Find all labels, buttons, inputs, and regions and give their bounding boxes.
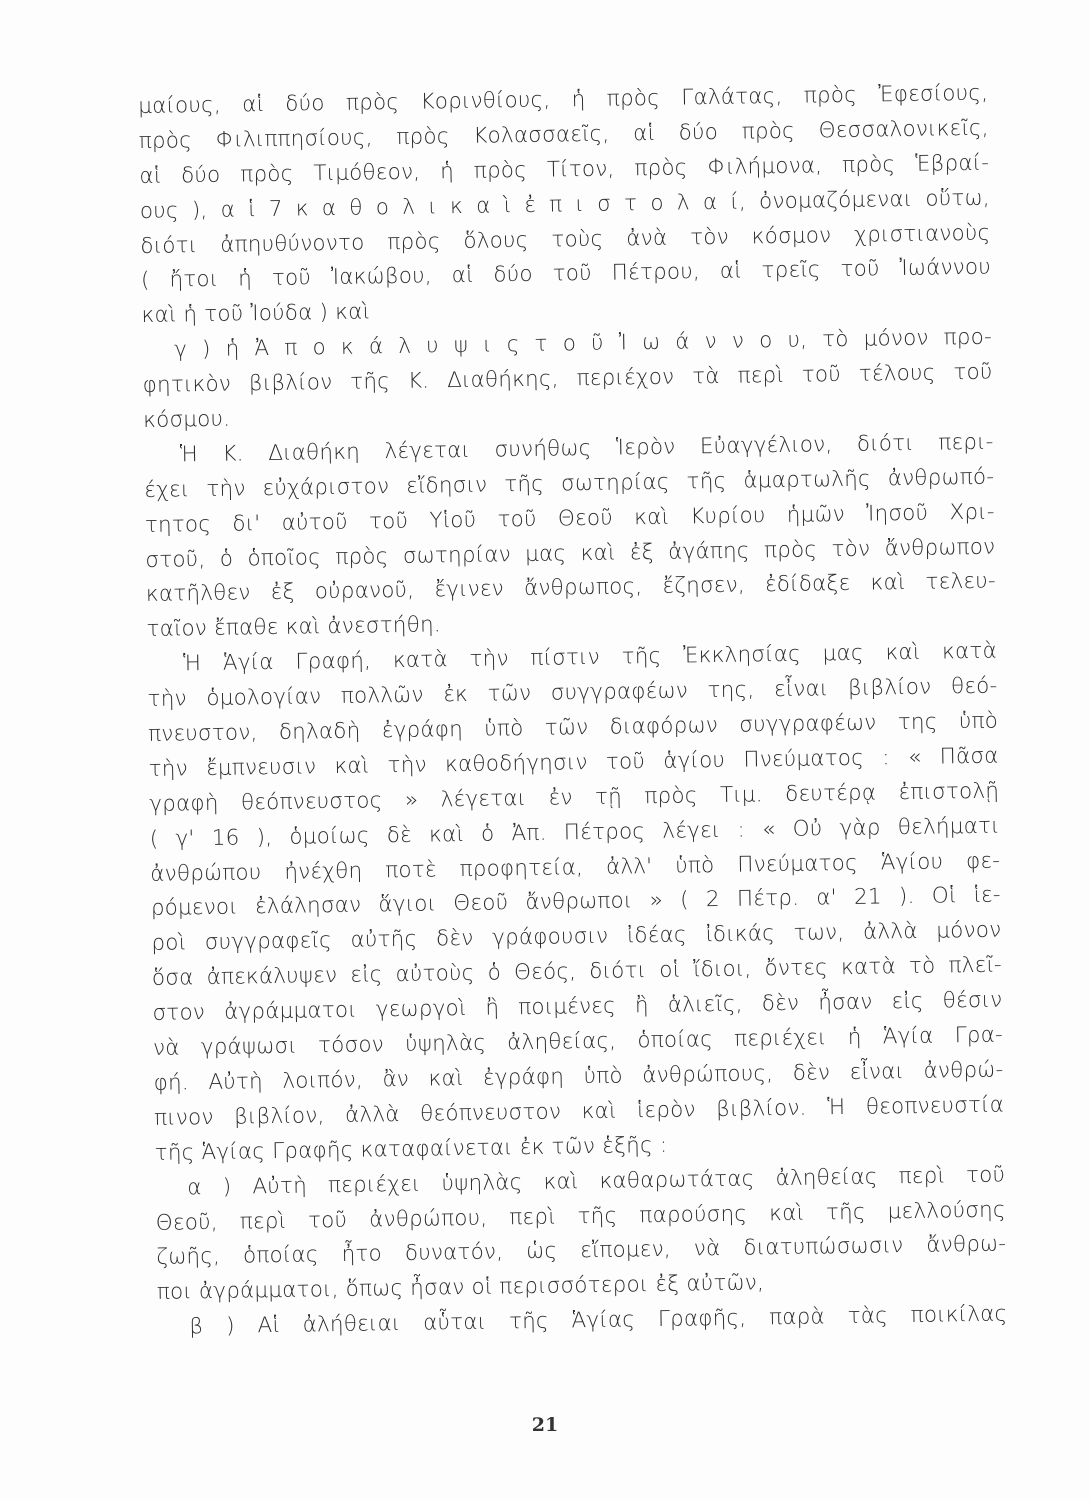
text-line: νὰ γράψωσι τόσον ὑψηλὰς ἀληθείας, ὁποίας περιέχει ἡ Ἁγία Γρα- xyxy=(152,1022,1004,1061)
text-line: καὶ ἡ τοῦ Ἰούδα ) καὶ xyxy=(141,299,371,329)
text-line: ζωῆς, ὁποίας ἦτο δυνατόν, ὡς εἴπομεν, νὰ διατυπώσωσιν ἄνθρω- xyxy=(156,1231,1007,1271)
text-line: ὅσα ἀπεκάλυψεν εἰς αὐτοὺς ὁ Θεός, διότι οἱ ἴδιοι, ὄντες κατὰ τὸ πλεῖ- xyxy=(151,952,1003,992)
text-line: τῆς Ἁγίας Γραφῆς καταφαίνεται ἐκ τῶν ἑξῆς : xyxy=(154,1132,668,1166)
text-line: Ἡ Κ. Διαθήκη λέγεται συνήθως Ἱερὸν Εὐαγγέλιον, διότι περι- xyxy=(179,429,994,468)
text-line: ταῖον ἔπαθε καὶ ἀνεστήθη. xyxy=(146,612,442,643)
text-line: διότι ἀπηυθύνοντο πρὸς ὅλους τοὺς ἀνὰ τὸν κόσμον χριστιανοὺς xyxy=(140,220,991,259)
text-line: στον ἀγράμματοι γεωργοὶ ἢ ποιμένες ἢ ἁλιεῖς, δὲν ἦσαν εἰς θέσιν xyxy=(152,987,1003,1027)
text-line: φή. Αὐτὴ λοιπόν, ἂν καὶ ἐγράφη ὑπὸ ἀνθρώπους, δὲν εἶναι ἀνθρώ- xyxy=(153,1057,1004,1096)
text-line: αἱ δύο πρὸς Τιμόθεον, ἡ πρὸς Τίτον, πρὸς Φιλήμονα, πρὸς Ἑβραί- xyxy=(139,150,990,189)
text-line: τητος δι' αὐτοῦ τοῦ Υἱοῦ τοῦ Θεοῦ καὶ Κυρίου ἡμῶν Ἰησοῦ Χρι- xyxy=(144,499,995,538)
text-line: έχει τὴν εὐχάριστον εἴδησιν τῆς σωτηρίας τῆς ἁμαρτωλῆς ἀνθρωπό- xyxy=(144,464,995,503)
text-line: α ) Αὐτὴ περιέχει ὑψηλὰς καὶ καθαρωτάτας ἀληθείας περὶ τοῦ xyxy=(187,1162,1006,1200)
text-line: κόσμου. xyxy=(142,406,231,433)
page-number: 21 xyxy=(531,1414,559,1436)
text-line: στοῦ, ὁ ὁποῖος πρὸς σωτηρίαν μας καὶ ἐξ ἀγάπης πρὸς τὸν ἄνθρωπον xyxy=(145,534,996,573)
text-line: τὴν ὁμολογίαν πολλῶν ἐκ τῶν συγγραφέων της, εἶναι βιβλίον θεό- xyxy=(147,673,998,713)
text-line: πνευστον, δηλαδὴ ἐγράφη ὑπὸ τῶν διαφόρων συγγραφέων της ὑπὸ xyxy=(147,708,999,747)
text-line: ποι ἀγράμματοι, ὅπως ἦσαν οἱ περισσότεροι ἐξ αὐτῶν, xyxy=(156,1270,765,1306)
text-line: γραφὴ θεόπνευστος » λέγεται ἐν τῇ πρὸς Τιμ. δευτέρᾳ ἐπιστολῇ xyxy=(149,778,1000,817)
text-line: ρόμενοι ἐλάλησαν ἅγιοι Θεοῦ ἄνθρωποι » ( 2 Πέτρ. α' 21 ). Οἱ ἱε- xyxy=(150,883,1001,922)
body-text xyxy=(138,77,1008,1346)
text-line: φητικὸν βιβλίον τῆς Κ. Διαθήκης, περιέχον τὰ περὶ τοῦ τέλους τοῦ xyxy=(142,359,993,399)
text-line: Θεοῦ, περὶ τοῦ ἀνθρώπου, περὶ τῆς παρούσης καὶ τῆς μελλούσης xyxy=(155,1197,1006,1236)
text-line: ἀνθρώπου ἠνέχθη ποτὲ προφητεία, ἀλλ' ὑπὸ Πνεύματος Ἁγίου φε- xyxy=(150,848,1001,887)
text-line: πινον βιβλίον, ἀλλὰ θεόπνευστον καὶ ἱερὸν βιβλίον. Ἡ θεοπνευστία xyxy=(153,1092,1005,1131)
text-line: τὴν ἔμπνευσιν καὶ τὴν καθοδήγησιν τοῦ ἁγίου Πνεύματος : « Πᾶσα xyxy=(148,743,999,782)
text-line: πρὸς Φιλιππησίους, πρὸς Κολασσαεῖς, αἱ δύο πρὸς Θεσσαλονικεῖς, xyxy=(138,115,989,154)
text-line: κατῆλθεν ἐξ οὐρανοῦ, ἔγινεν ἄνθρωπος, ἔζησεν, ἐδίδαξε καὶ τελευ- xyxy=(145,569,997,608)
text-line: ροὶ συγγραφεῖς αὐτῆς δὲν γράφουσιν ἰδέας ἰδικάς των, ἀλλὰ μόνον xyxy=(151,917,1002,957)
text-line: ( ἤτοι ἡ τοῦ Ἰακώβου, αἱ δύο τοῦ Πέτρου, αἱ τρεῖς τοῦ Ἰωάννου xyxy=(140,255,992,294)
text-line: ους ), α ἱ 7 κ α θ ο λ ι κ α ὶ ἐ π ι σ τ ο λ α ί, ὀνομαζόμεναι οὕτω, xyxy=(139,185,990,224)
text-line: μαίους, αἱ δύο πρὸς Κορινθίους, ἡ πρὸς Γαλάτας, πρὸς Ἐφεσίους, xyxy=(138,80,989,119)
text-line: Ἡ Ἁγία Γραφή, κατὰ τὴν πίστιν τῆς Ἐκκλησίας μας καὶ κατὰ xyxy=(182,638,998,677)
text-line: ( γ' 16 ), ὁμοίως δὲ καὶ ὁ Ἀπ. Πέτρος λέγει : « Οὐ γὰρ θελήματι xyxy=(149,813,1000,852)
text-line: γ ) ἡ Ἀ π ο κ ά λ υ ψ ι ς τ ο ῦ Ἰ ω ά ν ν ο υ, τὸ μόνον προ- xyxy=(173,324,993,363)
text-line: β ) Αἱ ἀλήθειαι αὗται τῆς Ἁγίας Γραφῆς, παρὰ τὰς ποικίλας xyxy=(189,1301,1008,1340)
